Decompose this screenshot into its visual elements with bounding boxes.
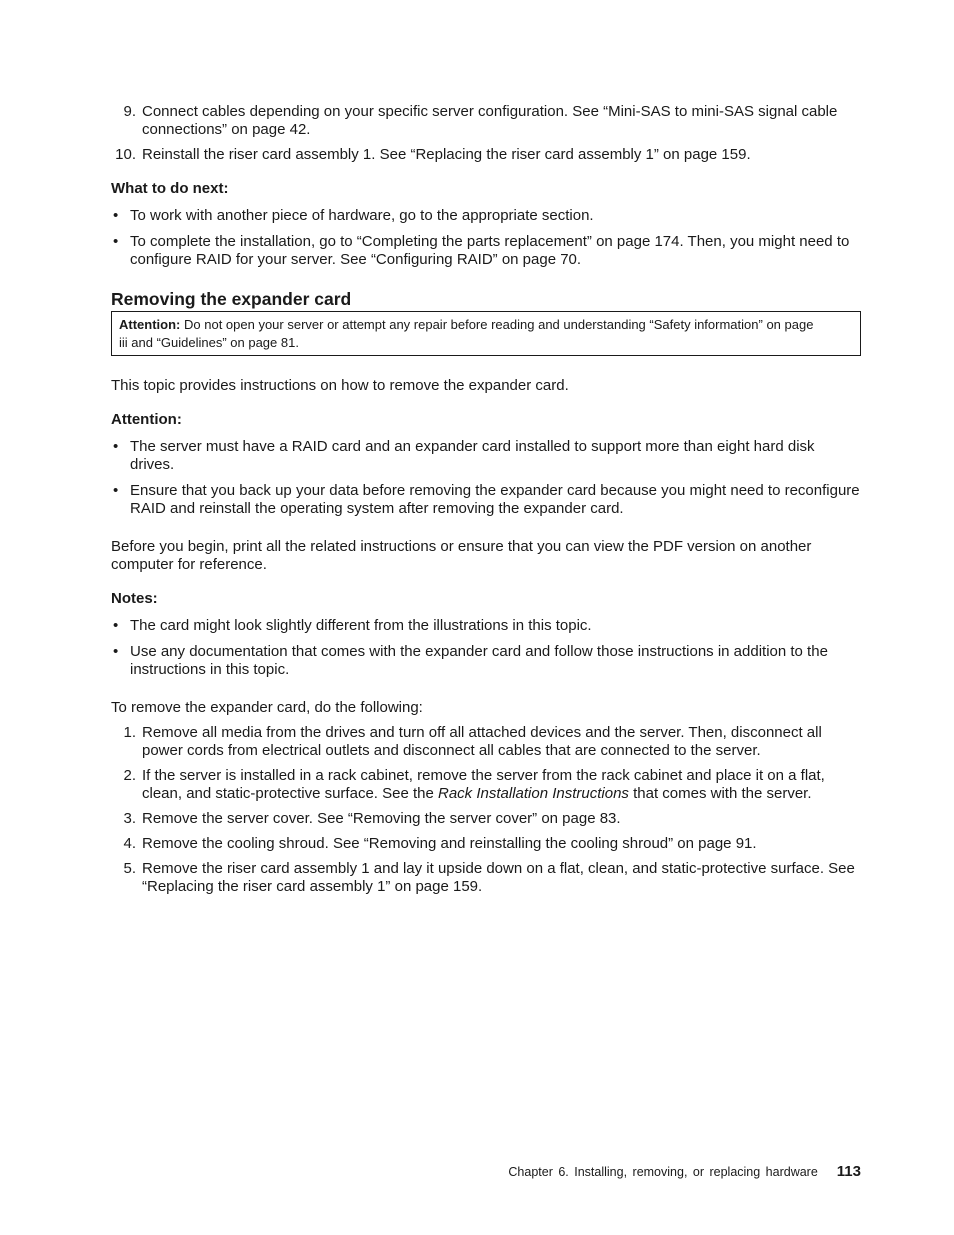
what-to-do-next-label: What to do next: [111,180,229,197]
page-number: 113 [836,1163,861,1180]
page-footer [508,1163,861,1181]
step-text: Remove the cooling shroud. See “Removing and reinstalling the cooling shroud” on page 91. [142,835,757,852]
step-text-after: that comes with the server. [628,785,812,802]
step-number: 9. [123,103,136,120]
step-text: Remove the riser card assembly 1 and lay it upside down on a flat, clean, and static-protective surface. See “Replacing the riser card assembly 1” on page 159. [142,860,855,895]
step-text-before: If the server is installed in a rack cabinet, remove the server from the rack cabinet and place it on a flat, clean, and static-protective surface. See the [142,767,825,802]
attention-list [111,438,861,518]
step-item [111,860,861,896]
step-item [111,835,861,853]
what-to-do-next-list [111,207,861,269]
list-item: • The card might look slightly different from the illustrations in this topic. [111,617,861,635]
step-item [111,724,861,760]
list-item: • To complete the installation, go to “Completing the parts replacement” on page 174. Then, you might need to configure RAID for your server. See “Configuring RAID” on page 70. [111,233,861,269]
step-item [111,810,861,828]
attention-box-label: Attention: [119,317,181,332]
step-number: 2. [123,767,136,784]
list-item: • Ensure that you back up your data before removing the expander card because you might need to reconfigure RAID and reinstall the operating system after removing the expander card. [111,482,861,518]
before-you-begin-paragraph: Before you begin, print all the related instructions or ensure that you can view the PDF version on another computer for reference. [111,538,812,573]
step-number: 1. [123,724,136,741]
step-item [111,767,861,803]
notes-label: Notes: [111,590,158,607]
step-item [111,103,861,139]
rack-instructions-title: Rack Installation Instructions [438,785,629,802]
step-number: 3. [123,810,136,827]
continued-steps-list [111,103,861,164]
step-number: 10. [115,146,136,163]
step-text: Remove all media from the drives and turn off all attached devices and the server. Then, disconnect all power cords from electrical outlets and disconnect all cables that are connected to the server. [142,724,822,759]
attention-box-text: Do not open your server or attempt any repair before reading and understanding “Safety information” on page iii and “Guidelines” on page 81. [119,317,814,350]
list-item: • Use any documentation that comes with the expander card and follow those instructions in addition to the instructions in this topic. [111,643,861,679]
step-text: Remove the server cover. See “Removing the server cover” on page 83. [142,810,621,827]
section-title: Removing the expander card [111,289,352,309]
list-item: • The server must have a RAID card and an expander card installed to support more than eight hard disk drives. [111,438,861,474]
notes-list [111,617,861,679]
attention-box [111,311,861,356]
step-number: 5. [123,860,136,877]
step-item [111,146,861,164]
step-text: Connect cables depending on your specific server configuration. See “Mini-SAS to mini-SAS signal cable connections” on page 42. [142,103,838,138]
step-number: 4. [123,835,136,852]
procedure-intro: To remove the expander card, do the following: [111,699,423,716]
intro-paragraph: This topic provides instructions on how to remove the expander card. [111,377,569,394]
attention-label: Attention: [111,411,182,428]
list-item: • To work with another piece of hardware, go to the appropriate section. [111,207,861,225]
footer-chapter-title: Chapter 6. Installing, removing, or replacing hardware [508,1165,818,1179]
step-text: Reinstall the riser card assembly 1. See “Replacing the riser card assembly 1” on page 159. [142,146,751,163]
page-content [111,103,861,903]
procedure-steps-list [111,724,861,896]
